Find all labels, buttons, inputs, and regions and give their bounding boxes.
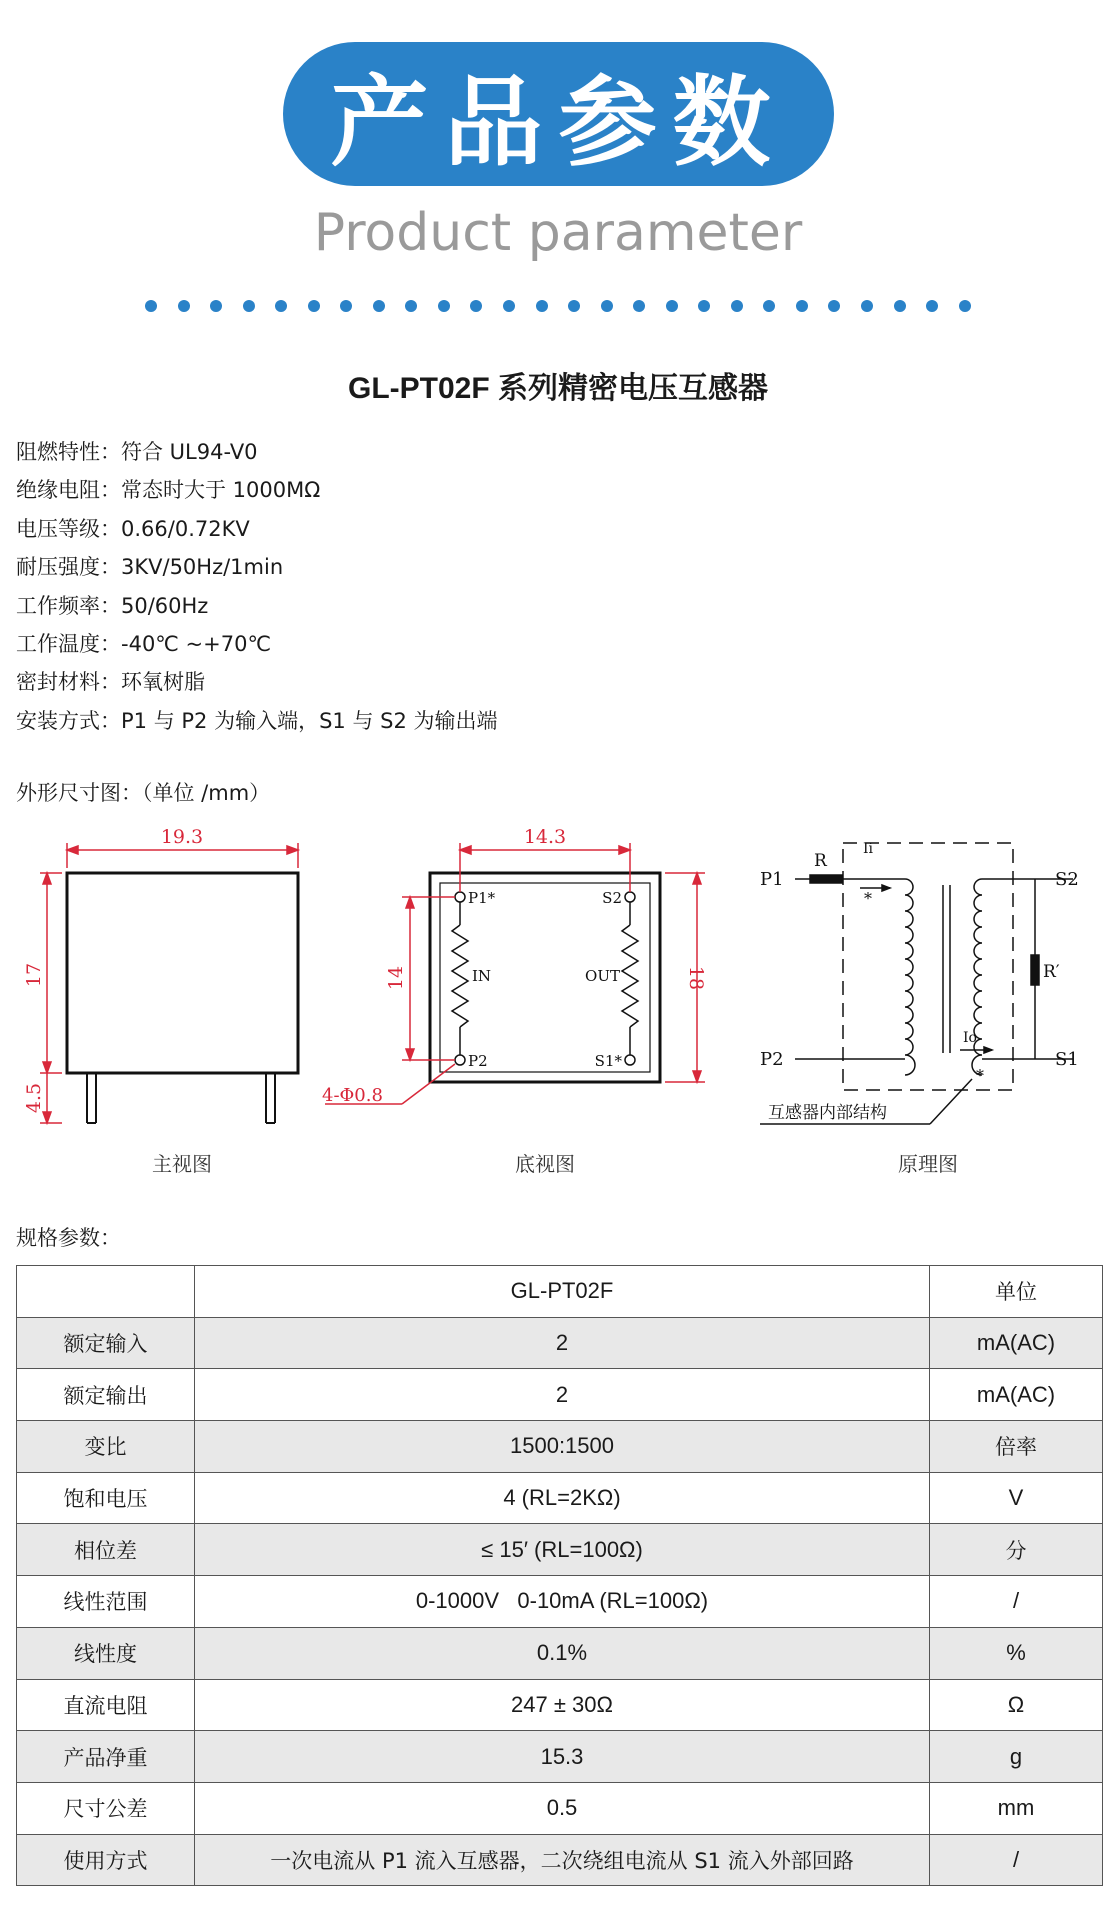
schematic bbox=[760, 843, 1073, 1124]
bottom-view-caption: 底视图 bbox=[515, 1152, 575, 1176]
schem-star-primary: * bbox=[864, 889, 872, 908]
bottom-s2-label: S2 bbox=[602, 889, 622, 907]
bottom-width-label: 14.3 bbox=[523, 826, 567, 848]
bottom-dimension-lines bbox=[325, 843, 705, 1104]
schem-p1-label: P1 bbox=[760, 869, 784, 890]
parameter-table bbox=[16, 1265, 1103, 1886]
bottom-in-label: IN bbox=[472, 967, 492, 985]
table-row: 直流电阻 247 ± 30Ω Ω bbox=[17, 1679, 1103, 1731]
title-banner bbox=[283, 42, 834, 186]
schem-rload-label: R′ bbox=[1043, 962, 1060, 982]
bottom-s1-label: S1* bbox=[594, 1052, 622, 1070]
spec-row: 耐压强度：3KV/50Hz/1min bbox=[16, 555, 284, 580]
spec-row: 电压等级：0.66/0.72KV bbox=[16, 516, 250, 541]
table-row: 相位差 ≤ 15′ (RL=100Ω) 分 bbox=[17, 1524, 1103, 1576]
spec-row: 工作频率：50/60Hz bbox=[16, 593, 209, 618]
schem-s1-label: S1 bbox=[1055, 1049, 1079, 1070]
dot-divider bbox=[145, 299, 971, 313]
header-label-cell bbox=[17, 1266, 195, 1318]
bottom-p2-label: P2 bbox=[468, 1052, 488, 1070]
header-model-cell: GL-PT02F bbox=[195, 1266, 930, 1318]
front-pin-label: 4.5 bbox=[23, 1082, 45, 1114]
schem-inner-note: 互感器内部结构 bbox=[768, 1103, 887, 1123]
schem-ii-label: Ii bbox=[863, 841, 874, 857]
banner-title: 产品参数 bbox=[330, 65, 787, 180]
table-row: 变比 1500:1500 倍率 bbox=[17, 1421, 1103, 1473]
table-label: 规格参数： bbox=[16, 1226, 121, 1250]
product-title: GL-PT02F 系列精密电压互感器 bbox=[347, 372, 768, 405]
schem-s2-label: S2 bbox=[1055, 869, 1079, 890]
front-view bbox=[67, 873, 298, 1123]
spec-list bbox=[16, 433, 497, 740]
front-width-label: 19.3 bbox=[160, 826, 204, 848]
table-row: 线性范围 0-1000V 0-10mA (RL=100Ω) / bbox=[17, 1576, 1103, 1628]
spec-row: 工作温度：-40℃ ~+70℃ bbox=[16, 631, 272, 656]
schem-p2-label: P2 bbox=[760, 1049, 784, 1070]
bottom-p1-label: P1* bbox=[468, 889, 496, 907]
table-row: 额定输出 2 mA(AC) bbox=[17, 1369, 1103, 1421]
table-row: 饱和电压 4 (RL=2KΩ) V bbox=[17, 1472, 1103, 1524]
schematic-caption: 原理图 bbox=[898, 1152, 958, 1176]
schem-r-label: R bbox=[814, 851, 827, 871]
table-header-row bbox=[17, 1266, 1103, 1318]
schem-star-secondary: * bbox=[976, 1066, 984, 1085]
front-view-caption: 主视图 bbox=[152, 1152, 212, 1176]
front-height-label: 17 bbox=[23, 962, 45, 988]
banner-subtitle: Product parameter bbox=[313, 203, 803, 263]
spec-row: 阻燃特性：符合 UL94-V0 bbox=[16, 440, 258, 464]
table-row: 使用方式 一次电流从 P1 流入互感器，二次绕组电流从 S1 流入外部回路 / bbox=[17, 1834, 1103, 1886]
front-dimension-lines bbox=[40, 843, 298, 1123]
pin-note-label: 4-Φ0.8 bbox=[322, 1085, 383, 1106]
bottom-height-label: 14 bbox=[385, 965, 407, 991]
bottom-view bbox=[430, 873, 660, 1082]
spec-row: 绝缘电阻：常态时大于 1000MΩ bbox=[16, 478, 321, 503]
spec-row: 安装方式：P1 与 P2 为输入端，S1 与 S2 为输出端 bbox=[16, 708, 498, 733]
bottom-outer-height-label: 18 bbox=[685, 965, 707, 991]
dimensions-label: 外形尺寸图：（单位 /mm） bbox=[16, 781, 271, 805]
schem-io-label: Io bbox=[963, 1030, 977, 1046]
header-unit-cell: 单位 bbox=[930, 1266, 1103, 1318]
bottom-out-label: OUT bbox=[585, 967, 620, 985]
dimension-diagrams bbox=[0, 820, 1116, 1180]
table-row: 产品净重 15.3 g bbox=[17, 1731, 1103, 1783]
table-row: 尺寸公差 0.5 mm bbox=[17, 1782, 1103, 1834]
table-row: 额定输入 2 mA(AC) bbox=[17, 1317, 1103, 1369]
table-row: 线性度 0.1% % bbox=[17, 1627, 1103, 1679]
spec-row: 密封材料：环氧树脂 bbox=[16, 670, 205, 695]
